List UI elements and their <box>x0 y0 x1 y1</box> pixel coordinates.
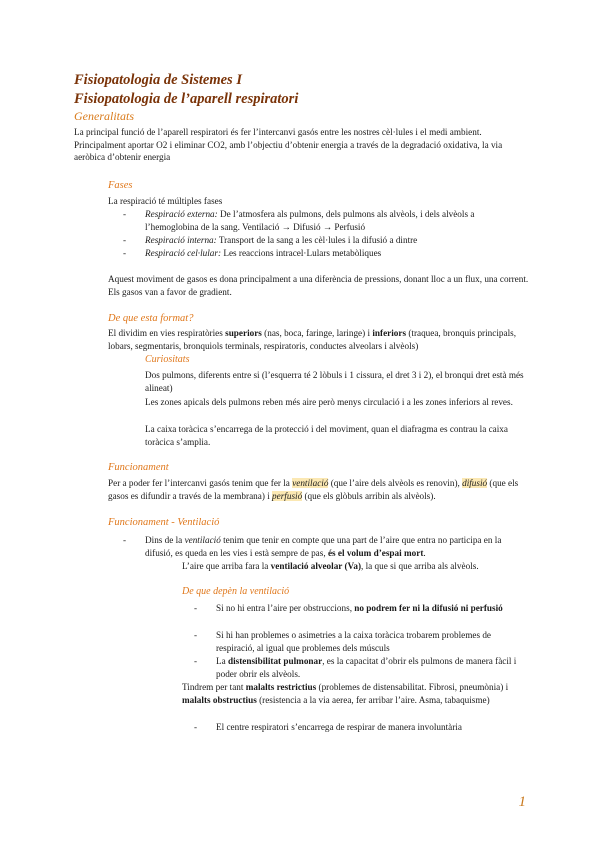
list-item-centre-respiratori: - El centre respiratori s’encarrega de respirar de manera involuntària <box>194 722 462 732</box>
bullet-dash: - <box>123 248 127 258</box>
heading-de-que-depen: De que depèn la ventilació <box>182 586 290 597</box>
curiositat-pulmons: Dos pulmons, diferents entre si (l’esquerra té 2 lòbuls i 1 cissura, el dret 3 i 2), el bronqui dret està més alineat) <box>145 370 524 393</box>
list-item-respiracio-interna: - Respiració interna: Transport de la sang a les cèl·lules i la difusió a dintre <box>123 235 418 245</box>
paragraph-funcionament: Per a poder fer l’intercanvi gasós tenim que fer la ventilació (que l’aire dels alvèols es renovin), difusió (que els gasos es difundir a través de la membrana) i perfusió (que els glòbuls arribin als alvèols). <box>108 478 519 501</box>
heading-fases: Fases <box>108 180 133 191</box>
bullet-dash: - <box>123 235 127 245</box>
bullet-dash: - <box>194 722 198 732</box>
bullet-dash: - <box>123 535 127 545</box>
term: Respiració cel·lular: <box>145 248 222 258</box>
document-subtitle: Fisiopatologia de l’aparell respiratori <box>74 91 299 107</box>
paragraph-malalts: Tindrem per tant malalts restrictius (problemes de distensabilitat. Fibrosi, pneumònia) i malalts obstructius (resistencia a la via aerea, fer arribar l’aire. Asma, tabaquisme) <box>182 682 509 705</box>
curiositat-caixa-toracica: La caixa toràcica s’encarrega de la protecció i del moviment, quan el diafragma es contrau la caixa toràcica s’amplia. <box>145 424 508 447</box>
heading-funcionament: Funcionament <box>108 462 169 473</box>
bullet-dash: - <box>123 209 127 219</box>
paragraph-vies-respiratories: El dividim en vies respiratòries superiors (nas, boca, faringe, laringe) i inferiors (traquea, bronquis principals, lobars, segmentaris, bronquiols terminals, respiratoris, conductes alveolars i alvèols) <box>108 328 516 351</box>
curiositat-zones-apicals: Les zones apicals dels pulmons reben més aire però menys circulació i a les zones inferiors al reves. <box>145 397 513 407</box>
list-item-obstruccions: - Si no hi entra l’aire per obstruccions, no podrem fer ni la difusió ni perfusió <box>194 603 503 613</box>
term: Respiració interna: <box>145 235 217 245</box>
document-title: Fisiopatologia de Sistemes I <box>74 72 242 88</box>
list-item-respiracio-cellular: - Respiració cel·lular: Les reaccions intracel·Lulars metabòliques <box>123 248 382 258</box>
page-number: 1 <box>518 794 526 810</box>
bullet-dash: - <box>194 603 198 613</box>
fases-intro: La respiració té múltiples fases <box>108 196 223 206</box>
list-item-espai-mort: - Dins de la ventilació tenim que tenir en compte que una part de l’aire que entra no participa en la difusió, es queda en les vies i està sempre de pas, és el volum d’espai mort. <box>123 535 502 558</box>
paragraph-generalitats: La principal funció de l’aparell respiratori és fer l’intercanvi gasós entre les nostres cèl·lules i el medi ambient. Principalment aportar O2 i eliminar CO2, amb l’objectiu d’obtenir energia a través de la degradació oxidativa, la via aeròbica d’obtenir energia <box>74 127 503 163</box>
term: Respiració externa: <box>145 209 218 219</box>
paragraph-gradient: Aquest moviment de gasos es dona principalment a una diferència de pressions, donant lloc a un flux, una corrent. Els gasos van a favor de gradient. <box>108 274 529 297</box>
list-item-respiracio-externa: - Respiració externa: De l’atmosfera als pulmons, dels pulmons als alvèols, i dels alvèols a l’hemoglobina de la sang. Ventilació → Difusió → Perfusió <box>123 209 475 232</box>
heading-funcionament-ventilacio: Funcionament - Ventilació <box>108 517 220 528</box>
list-item-caixa-toracica: - Si hi han problemes o asimetries a la caixa toràcica trobarem problemes de respiració, al igual que problemes dels músculs <box>194 630 492 653</box>
bullet-dash: - <box>194 630 198 640</box>
bullet-dash: - <box>194 656 198 666</box>
heading-de-que-esta-format: De que esta format? <box>108 313 194 324</box>
heading-generalitats: Generalitats <box>74 109 134 123</box>
paragraph-ventilacio-alveolar: L’aire que arriba fara la ventilació alveolar (Va), la que si que arriba als alvèols. <box>182 561 479 571</box>
list-item-distensibilitat: - La distensibilitat pulmonar, es la capacitat d’obrir els pulmons de manera fàcil i poder obrir els alvèols. <box>194 656 517 679</box>
heading-curiositats: Curiositats <box>145 354 190 365</box>
